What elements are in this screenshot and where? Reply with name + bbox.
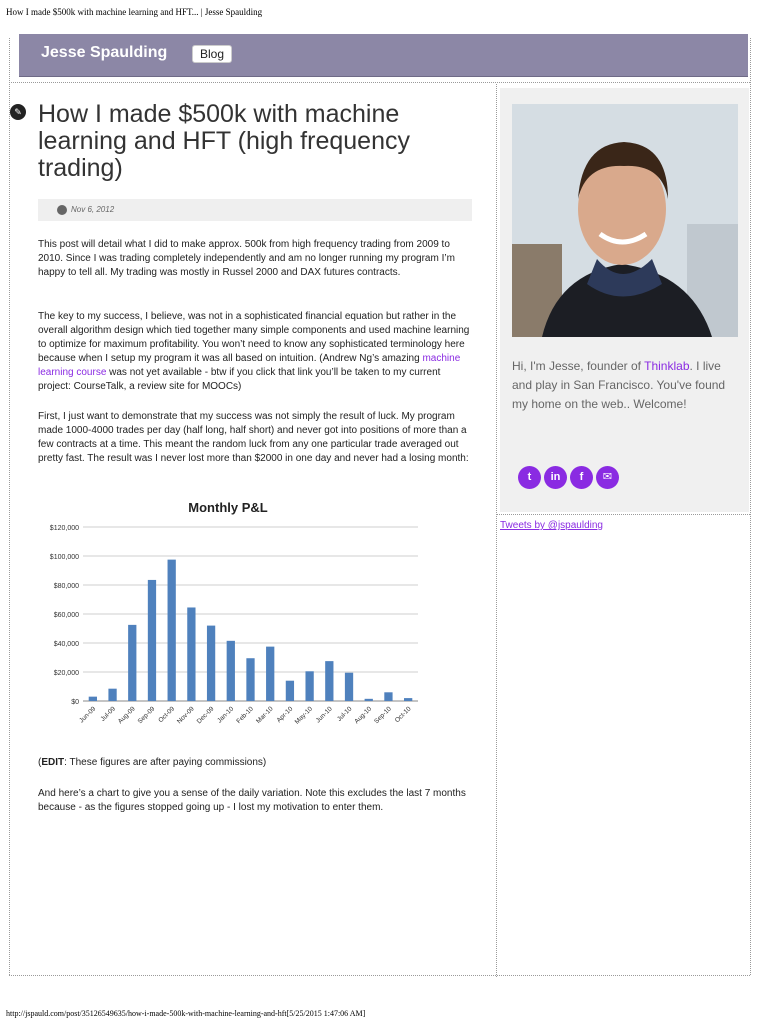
- x-tick-label: May-10: [293, 705, 315, 726]
- bar-apr-10: [286, 681, 294, 701]
- ml-course-link[interactable]: machine learning course: [38, 353, 461, 378]
- social-links: [518, 466, 619, 489]
- bio-text: Hi, I'm Jesse, founder of: [512, 359, 645, 373]
- frame-border-right: [750, 38, 751, 975]
- paragraph-edit: [38, 756, 470, 770]
- blog-button[interactable]: Blog: [192, 45, 232, 63]
- bio-text: . I live and play in San Francisco. You've found my home on the web.. Welcome!: [512, 359, 726, 411]
- post-title: How I made $500k with machine learning and HFT (high frequency trading): [38, 100, 410, 182]
- paragraph-daily: And here’s a chart to give you a sense of the daily variation. Note this excludes the last 7 months because - as the figures stopped going up - I lost my motivation to enter them.: [38, 788, 466, 813]
- x-tick-label: Aug-09: [116, 705, 137, 726]
- paragraph-text: The key to my success, I believe, was not in a sophisticated financial equation but rather in the overall algorithm design which tied together many simple components and used machine learning to optimize for maximum profitability. You won’t need to know any sophisticated terminology here because when I setup my program it was all based on intuition. (Andrew Ng’s amazing: [38, 311, 470, 364]
- post-type-icon: ✎: [10, 104, 26, 120]
- x-tick-label: Jun-10: [314, 705, 334, 725]
- bar-sep-10: [384, 692, 392, 701]
- bar-nov-09: [187, 607, 195, 701]
- site-header: [19, 34, 748, 77]
- profile-photo: [512, 104, 738, 337]
- y-tick-label: $40,000: [53, 641, 79, 648]
- chart-bars: [89, 560, 413, 701]
- print-footer: http://jspauld.com/post/35126549635/how-i-made-500k-with-machine-learning-and-hft[5/25/2015 1:47:06 AM]: [6, 1009, 366, 1018]
- chart-title: Monthly P&L: [188, 500, 268, 515]
- bar-jul-10: [345, 673, 353, 701]
- bar-oct-09: [168, 560, 176, 701]
- bar-feb-10: [246, 658, 254, 701]
- sidebar: [500, 88, 749, 512]
- facebook-icon[interactable]: f: [570, 466, 593, 489]
- sidebar-divider: [497, 514, 750, 515]
- site-title[interactable]: Jesse Spaulding: [41, 44, 168, 61]
- x-tick-label: Jan-10: [216, 705, 236, 725]
- bar-may-10: [305, 671, 313, 701]
- y-tick-label: $0: [71, 699, 79, 706]
- x-tick-label: Jul-09: [99, 705, 117, 723]
- paragraph-intro: This post will detail what I did to make approx. 500k from high frequency trading from 2009 to 2010. Since I was trading completely independently and am no longer running my program I’m happy to tell all. My trading was mostly in Russel 2000 and DAX futures contracts.: [38, 239, 455, 278]
- bar-sep-09: [148, 580, 156, 701]
- x-axis-ticks: [78, 705, 413, 726]
- x-tick-label: Apr-10: [275, 705, 295, 725]
- edit-text: : These figures are after paying commissions): [64, 757, 267, 768]
- print-header: How I made $500k with machine learning and HFT... | Jesse Spaulding: [6, 7, 263, 17]
- paragraph-success: [38, 310, 470, 394]
- paragraph-text: was not yet available - btw if you click that link you’ll be taken to my current project: CourseTalk, a review site for MOOCs): [38, 367, 441, 392]
- x-tick-label: Sep-10: [373, 705, 393, 726]
- paragraph-luck: First, I just want to demonstrate that my success was not simply the result of luck. My program made 1000-4000 trades per day (half long, half short) and never got into positions of more than a few contracts at a time. This meant the random luck from any one particular trade averaged out pretty fast. The result was I never lost more than $2000 in one day and never had a losing month:: [38, 411, 469, 464]
- bar-jun-09: [89, 697, 97, 701]
- x-tick-label: Sep-09: [136, 705, 157, 726]
- x-tick-label: Dec-09: [195, 705, 216, 726]
- post-date[interactable]: Nov 6, 2012: [71, 205, 115, 214]
- frame-border-bottom: [9, 975, 750, 976]
- x-tick-label: Oct-09: [157, 705, 177, 725]
- edit-open: (: [38, 757, 42, 768]
- bar-jan-10: [227, 641, 235, 701]
- bar-aug-10: [365, 699, 373, 701]
- twitter-icon[interactable]: t: [518, 466, 541, 489]
- x-tick-label: Jun-09: [78, 705, 98, 725]
- bar-dec-09: [207, 626, 215, 701]
- tweets-link[interactable]: Tweets by @jspaulding: [500, 520, 603, 531]
- bar-jun-10: [325, 661, 333, 701]
- post-meta: [38, 199, 472, 221]
- linkedin-icon[interactable]: in: [544, 466, 567, 489]
- bar-aug-09: [128, 625, 136, 701]
- y-tick-label: $20,000: [53, 670, 79, 677]
- email-icon[interactable]: ✉: [596, 466, 619, 489]
- column-divider: [496, 84, 497, 977]
- bar-oct-10: [404, 698, 412, 701]
- x-tick-label: Mar-10: [255, 705, 275, 725]
- thinklab-link[interactable]: Thinklab: [644, 359, 690, 373]
- x-tick-label: Nov-09: [176, 705, 196, 726]
- y-tick-label: $120,000: [49, 525, 79, 532]
- y-tick-label: $80,000: [53, 583, 79, 590]
- x-tick-label: Aug-10: [353, 705, 374, 726]
- x-tick-label: Feb-10: [235, 705, 255, 725]
- y-tick-label: $100,000: [49, 554, 79, 561]
- edit-label: EDIT: [41, 757, 65, 768]
- frame-border-left: [9, 38, 10, 975]
- date-icon: [57, 205, 67, 215]
- monthly-pnl-chart: [38, 495, 428, 745]
- y-tick-label: $60,000: [53, 612, 79, 619]
- bar-jul-09: [108, 689, 116, 701]
- bio: [512, 357, 742, 414]
- x-tick-label: Jul-10: [335, 705, 354, 723]
- header-divider: [9, 82, 750, 83]
- y-axis-ticks: [50, 525, 79, 706]
- bar-mar-10: [266, 647, 274, 701]
- x-tick-label: Oct-10: [393, 705, 413, 725]
